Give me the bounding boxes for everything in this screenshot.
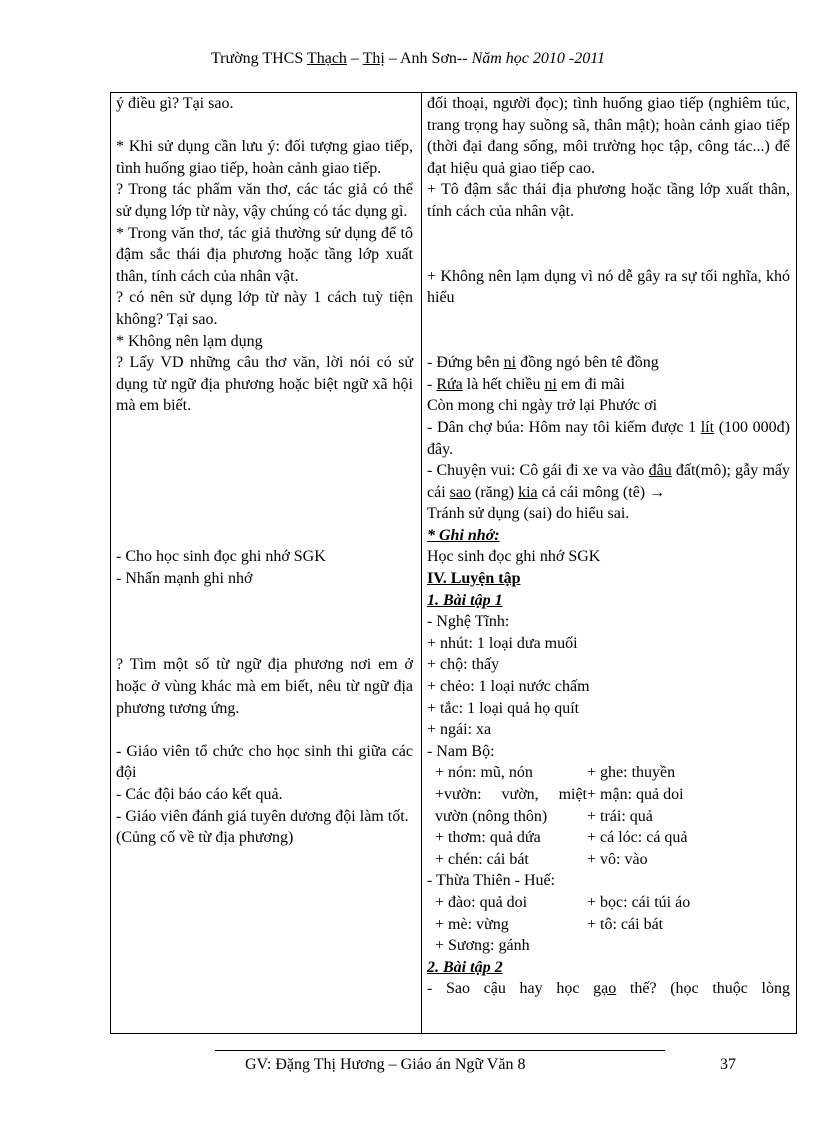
right-text: - Đứng bên ni đồng ngó bên tê đồng [427,354,659,372]
separator: – Anh Sơn-- [384,50,472,67]
left-text: * Không nên lạm dụng [116,332,263,350]
content-column [427,93,790,1000]
footer-rule [215,1050,665,1051]
right-text: - Nam Bộ: [427,742,495,760]
dialect-item: + cá lóc: cá quả [587,829,688,847]
right-text: - Nghệ Tĩnh: [427,613,510,631]
right-heading: 2. Bài tập 2 [427,958,503,976]
left-text: ? Tìm một số từ ngữ địa phương nơi em ở hoặc ở vùng khác mà em biết, nêu từ ngữ địa phương tương ứng. [116,656,413,717]
right-heading: IV. Luyện tập [427,570,521,588]
dialect-item: + vô: vào [587,850,648,868]
left-text: - Giáo viên tổ chức cho học sinh thi giữa các đội [116,742,413,782]
right-text: + ngái: xa [427,721,492,739]
right-text: Học sinh đọc ghi nhớ SGK [427,548,601,566]
column-divider [421,93,422,1033]
separator: – [346,50,363,67]
left-text: - Giáo viên đánh giá tuyên dương đội làm tốt. [116,807,409,825]
dialect-item: + đào: quả doi [435,893,528,911]
left-text: ? Trong tác phẩm văn thơ, các tác giả có thể sử dụng lớp từ này, vậy chúng có tác dụng gì. [116,181,413,220]
right-text: - Chuyện vui: Cô gái đi xe va vào đâu đất(mô); gẫy mấy cái sao (răng) kia cả cái mông (tê) → [427,462,790,501]
dialect-item: + trái: quả [587,807,653,825]
dialect-item: + Sương: gánh [435,937,530,955]
left-text: ? có nên sử dụng lớp từ này 1 cách tuỳ tiện không? Tại sao. [116,289,413,328]
dialect-item: +vườn: vườn, miệt vườn (nông thôn) [435,786,587,825]
right-text: Còn mong chi ngày trở lại Phước ơi [427,397,658,415]
footer-text: GV: Đặng Thị Hương – Giáo án Ngữ Văn 8 [245,1056,526,1073]
dialect-item: + thơm: quả dứa [435,829,541,847]
right-text: - Sao cậu hay học gạo thế? (học thuộc lòng [427,980,791,998]
right-text: - Thừa Thiên - Huế: [427,872,556,890]
teacher-activity-column [116,93,413,849]
page-header [0,48,816,70]
left-text: * Trong văn thơ, tác giả thường sử dụng để tô đậm sắc thái địa phương hoặc tầng lớp xuất thân, tính cách của nhân vật. [116,224,413,285]
right-text: + Tô đậm sắc thái địa phương hoặc tầng lớp xuất thân, tính cách của nhân vật. [427,181,790,220]
location-a: Thạch [306,50,347,67]
left-text: (Củng cố về từ địa phương) [116,829,294,847]
right-text: - Dân chợ búa: Hôm nay tôi kiếm được 1 lít (100 000đ) đây. [427,418,790,458]
hue-list [427,892,790,957]
nam-bo-list [427,762,790,870]
left-text: * Khi sử dụng cần lưu ý: đối tượng giao tiếp, tình huống giao tiếp, hoàn cảnh giao tiếp. [116,138,413,177]
left-text: - Cho học sinh đọc ghi nhớ SGK [116,548,326,566]
left-text: ý điều gì? Tại sao. [116,95,234,112]
right-text: đối thoại, người đọc); tình huống giao tiếp (nghiêm túc, trang trọng hay suồng sã, thân mật); hoàn cảnh giao tiếp (thời đại đang sống, môi trường học tập, công tác...) để đạt hiệu quả giao tiếp cao. [427,95,790,177]
location-b: Thị [362,50,385,67]
page-number: 37 [720,1056,736,1073]
right-text: - Rứa là hết chiều ni em đi mãi [427,375,625,393]
school-year: Năm học 2010 -2011 [471,50,606,67]
dialect-item: + mận: quả doi [587,786,684,803]
school-name: Trường THCS [210,50,307,67]
right-text: + chộ: thấy [427,656,500,674]
right-text: + Không nên lạm dụng vì nó dễ gây ra sự tối nghĩa, khó hiểu [427,267,790,307]
lesson-table [110,92,797,1034]
right-text: + nhút: 1 loại dưa muối [427,634,578,652]
dialect-item: + bọc: cái túi áo [587,893,691,911]
dialect-item: + ghe: thuyền [587,764,676,782]
left-text: - Các đội báo cáo kết quả. [116,786,283,803]
right-text: + tắc: 1 loại quả họ quít [427,699,580,717]
right-text: + chẻo: 1 loại nước chấm [427,678,590,696]
dialect-item: + tô: cái bát [587,915,664,933]
left-text: ? Lấy VD những câu thơ văn, lời nói có sử dụng từ ngữ địa phương hoặc biệt ngữ xã hội mà em biết. [116,354,413,415]
right-heading: * Ghi nhớ: [427,526,500,544]
right-text: Tránh sử dụng (sai) do hiểu sai. [427,505,630,523]
dialect-item: + chén: cái bát [435,850,529,868]
left-text: - Nhấn mạnh ghi nhớ [116,570,253,588]
right-heading: 1. Bài tập 1 [427,591,503,609]
dialect-item: + mè: vừng [435,915,509,933]
dialect-item: + nón: mũ, nón [435,764,533,782]
